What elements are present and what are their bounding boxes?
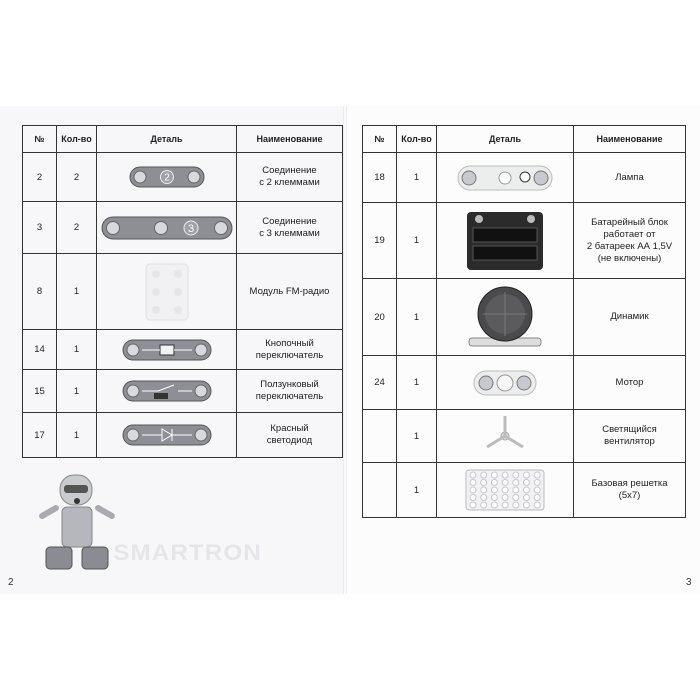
grid-hole [513, 487, 519, 493]
row-name: Ползунковый переключатель [237, 370, 343, 413]
brand-watermark: SMARTRON [113, 540, 262, 565]
grid-hole [491, 495, 497, 501]
table-row [363, 203, 686, 279]
grid-hole [534, 495, 540, 501]
row-qty: 2 [57, 153, 97, 202]
grid-hole [502, 480, 508, 486]
grid-hole [502, 487, 508, 493]
grid-hole [470, 495, 476, 501]
table-row [23, 254, 343, 330]
grid-hole [481, 495, 487, 501]
grid-hole [513, 472, 519, 478]
grid-hole [513, 495, 519, 501]
header-qty: Кол-во [57, 126, 97, 153]
grid-hole [534, 502, 540, 508]
table-row [363, 356, 686, 410]
row-part [97, 202, 237, 254]
grid-hole [481, 487, 487, 493]
row-num [363, 410, 397, 463]
grid-hole [534, 487, 540, 493]
table-row [23, 202, 343, 254]
row-part [97, 153, 237, 202]
row-name: Соединение с 2 клеммами [237, 153, 343, 202]
row-qty: 1 [57, 330, 97, 370]
base-grid-icon [465, 469, 545, 511]
row-part [437, 153, 574, 203]
row-name: Базовая решетка (5x7) [574, 463, 686, 518]
part-number-label: 3 [187, 222, 194, 235]
row-part [437, 279, 574, 356]
grid-hole [524, 495, 530, 501]
row-qty: 1 [397, 203, 437, 279]
header-part: Деталь [97, 126, 237, 153]
grid-hole [502, 495, 508, 501]
row-name: Кнопочный переключатель [237, 330, 343, 370]
robot-illustration [20, 465, 140, 585]
row-name: Светящийся вентилятор [574, 410, 686, 463]
header-part: Деталь [437, 126, 574, 153]
battery-holder-icon [465, 210, 545, 272]
row-name: Лампа [574, 153, 686, 203]
grid-hole [491, 502, 497, 508]
table-row [23, 153, 343, 202]
header-name: Наименование [237, 126, 343, 153]
grid-hole [524, 502, 530, 508]
parts-table-left [22, 125, 343, 458]
row-name: Мотор [574, 356, 686, 410]
table-row [363, 153, 686, 203]
row-name: Красный светодиод [237, 413, 343, 458]
row-num: 2 [23, 153, 57, 202]
row-qty: 1 [397, 463, 437, 518]
red-led-icon [122, 424, 212, 446]
header-name: Наименование [574, 126, 686, 153]
table-row [23, 413, 343, 458]
fan-icon [482, 413, 528, 459]
grid-hole [524, 487, 530, 493]
row-qty: 1 [397, 356, 437, 410]
table-row [23, 330, 343, 370]
row-name: Соединение с 3 клеммами [237, 202, 343, 254]
table-header-row [23, 126, 343, 153]
grid-hole [481, 502, 487, 508]
page-number-right: 3 [686, 577, 692, 588]
grid-hole [481, 480, 487, 486]
grid-hole [513, 480, 519, 486]
connector-2-icon [129, 166, 205, 188]
grid-hole [470, 487, 476, 493]
table-row [363, 463, 686, 518]
header-num: № [363, 126, 397, 153]
row-num: 19 [363, 203, 397, 279]
row-num: 20 [363, 279, 397, 356]
row-qty: 1 [397, 279, 437, 356]
page-number-left: 2 [8, 577, 14, 588]
lamp-module-icon [457, 165, 553, 191]
row-num: 17 [23, 413, 57, 458]
connector-3-icon [101, 216, 233, 240]
fm-radio-module-icon [144, 262, 190, 322]
row-num: 18 [363, 153, 397, 203]
speaker-icon [465, 284, 545, 350]
table-row [363, 410, 686, 463]
grid-hole [491, 487, 497, 493]
row-qty: 1 [397, 153, 437, 203]
table-row [363, 279, 686, 356]
row-part [97, 254, 237, 330]
row-part [437, 410, 574, 463]
row-part [97, 370, 237, 413]
row-num: 24 [363, 356, 397, 410]
row-name: Модуль FM-радио [237, 254, 343, 330]
row-qty: 1 [57, 254, 97, 330]
grid-hole [470, 472, 476, 478]
row-qty: 1 [397, 410, 437, 463]
grid-hole [502, 472, 508, 478]
row-name: Динамик [574, 279, 686, 356]
row-num: 15 [23, 370, 57, 413]
row-part [437, 463, 574, 518]
table-row [23, 370, 343, 413]
row-qty: 1 [57, 413, 97, 458]
parts-table-right [362, 125, 686, 518]
grid-hole [470, 502, 476, 508]
header-num: № [23, 126, 57, 153]
row-part [97, 413, 237, 458]
row-qty: 1 [57, 370, 97, 413]
grid-hole [513, 502, 519, 508]
book-spine [343, 106, 347, 594]
grid-hole [534, 480, 540, 486]
grid-hole [524, 480, 530, 486]
table-header-row [363, 126, 686, 153]
push-button-switch-icon [122, 339, 212, 361]
grid-hole [481, 472, 487, 478]
row-part [97, 330, 237, 370]
row-num [363, 463, 397, 518]
part-number-label: 2 [163, 172, 170, 184]
header-qty: Кол-во [397, 126, 437, 153]
grid-hole [491, 472, 497, 478]
row-num: 3 [23, 202, 57, 254]
slide-switch-icon [122, 380, 212, 402]
row-part [437, 203, 574, 279]
row-num: 8 [23, 254, 57, 330]
row-qty: 2 [57, 202, 97, 254]
row-part [437, 356, 574, 410]
grid-hole [470, 480, 476, 486]
grid-hole [534, 472, 540, 478]
row-num: 14 [23, 330, 57, 370]
grid-hole [491, 480, 497, 486]
grid-hole [502, 502, 508, 508]
grid-hole [524, 472, 530, 478]
motor-icon [473, 368, 537, 398]
row-name: Батарейный блок работает от 2 батареек АА 1,5V (не включены) [574, 203, 686, 279]
